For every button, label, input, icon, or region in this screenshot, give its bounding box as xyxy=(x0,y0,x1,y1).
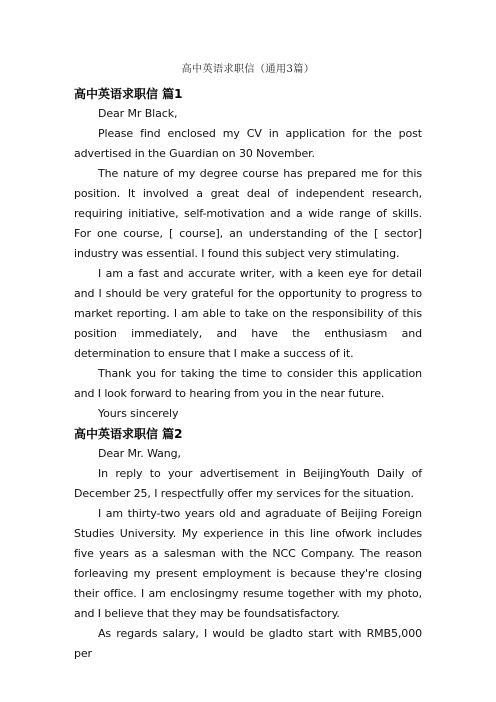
paragraph: Thank you for taking the time to consider this application and I look forward to hearing from you in the near future. xyxy=(74,367,422,400)
section-heading-1: 高中英语求职信 篇1 xyxy=(74,87,183,101)
salutation-2: Dear Mr. Wang, xyxy=(98,447,181,460)
paragraph: I am a fast and accurate writer, with a keen eye for detail and I should be very grateful for the opportunity to progress to market reporting. I am able to take on the responsibility of this position immediately, and have the enthusiasm and determination to ensure that I make a success of it. xyxy=(74,267,422,360)
paragraph: In reply to your advertisement in BeijingYouth Daily of December 25, I respectfully offer my services for the situation. xyxy=(74,467,422,500)
closing-1: Yours sincerely xyxy=(98,407,179,420)
paragraph: The nature of my degree course has prepared me for this position. It involved a great deal of independent research, requiring initiative, self-motivation and a wide range of skills. For one course, [ course], an understanding of the [ sector] industry was essential. I found this subject very stimulating. xyxy=(74,167,422,260)
paragraph: I am thirty-two years old and agraduate of Beijing Foreign Studies University. My experience in this line ofwork includes five years as a salesman with the NCC Company. The reason forleaving my present employment is because they're closing their office. I am enclosingmy resume together with my photo, and I believe that they may be foundsatisfactory. xyxy=(74,507,422,620)
document-title: 高中英语求职信（通用3篇） xyxy=(181,64,315,75)
paragraph: As regards salary, I would be gladto start with RMB5,000 per xyxy=(74,627,422,660)
document-body xyxy=(74,84,422,664)
paragraph: Please find enclosed my CV in application for the post advertised in the Guardian on 30 November. xyxy=(74,127,422,160)
section-heading-2: 高中英语求职信 篇2 xyxy=(74,427,183,441)
salutation-1: Dear Mr Black, xyxy=(98,107,178,120)
